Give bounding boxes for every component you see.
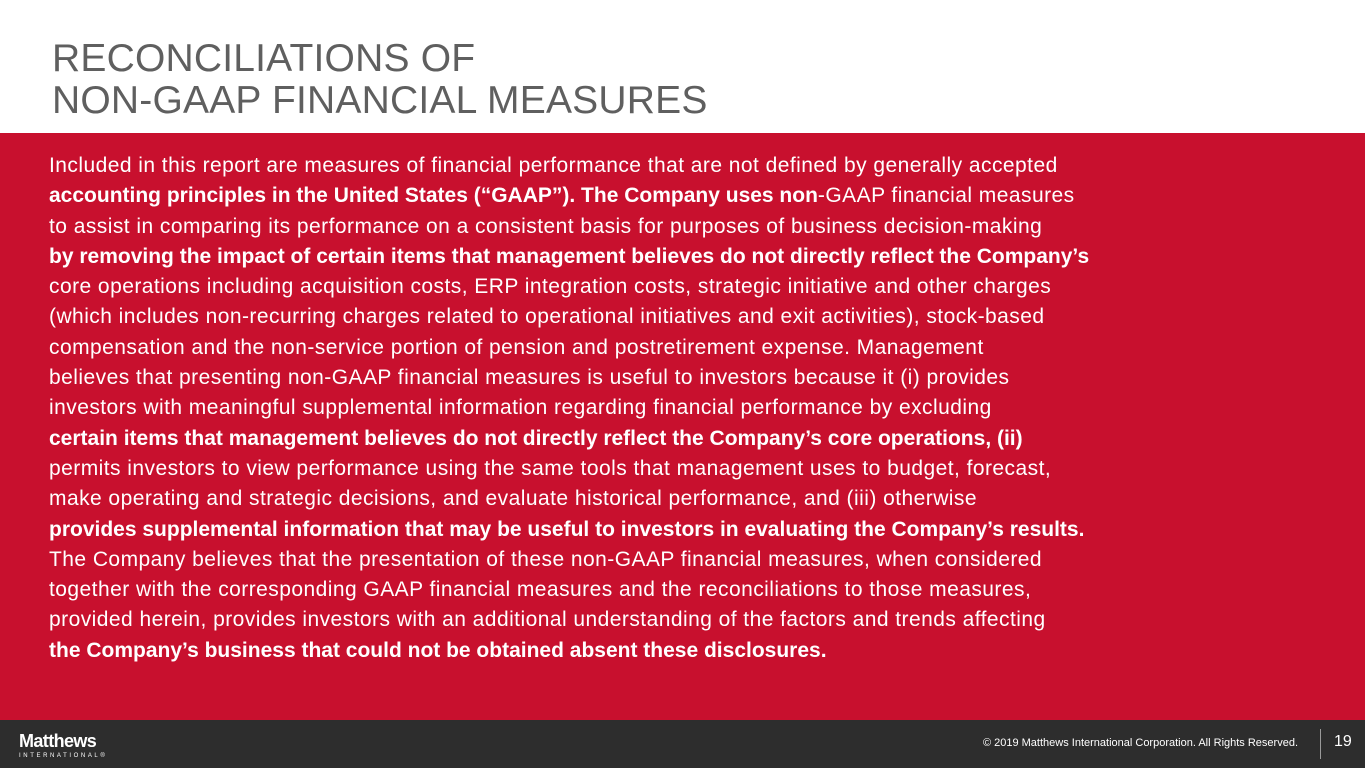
body-line-text: believes that presenting non-GAAP financial measures is useful to investors because it (i) provides <box>49 366 1010 390</box>
body-line <box>49 545 1349 575</box>
body-line-text: The Company believes that the presentation of these non-GAAP financial measures, when considered <box>49 547 1043 571</box>
body-line-text: (which includes non-recurring charges related to operational initiatives and exit activities), stock-based <box>49 305 1045 329</box>
body-line <box>49 363 1349 393</box>
body-line <box>49 575 1349 605</box>
body-line-text: certain items that management believes do not directly reflect the Company’s core operations, (ii) <box>49 426 1023 450</box>
body-line-tail: -GAAP financial measures <box>817 184 1075 208</box>
title-area <box>0 0 1365 133</box>
slide-title-line-2: NON-GAAP FINANCIAL MEASURES <box>52 79 708 122</box>
body-line <box>49 424 1349 454</box>
body-line <box>49 484 1349 514</box>
body-line-text: by removing the impact of certain items that management believes do not directly reflect the Company’s <box>49 244 1090 268</box>
body-line <box>49 393 1349 423</box>
slide-title-line-1: RECONCILIATIONS OF <box>52 37 476 80</box>
body-line <box>49 151 1349 181</box>
logo-subtitle: INTERNATIONAL® <box>19 753 108 759</box>
body-line <box>49 272 1349 302</box>
slide-title <box>52 38 708 122</box>
body-line-text: provided herein, provides investors with an additional understanding of the factors and trends affecting <box>49 608 1046 632</box>
body-line-text: to assist in comparing its performance on a consistent basis for purposes of business decision-making <box>49 214 1043 238</box>
body-line-text: Included in this report are measures of financial performance that are not defined by generally accepted <box>49 154 1058 177</box>
body-line-text: investors with meaningful supplemental information regarding financial performance by excluding <box>49 396 992 420</box>
company-logo <box>19 731 107 760</box>
copyright-notice: © 2019 Matthews International Corporation. All Rights Reserved. <box>982 737 1298 749</box>
body-line <box>49 302 1349 332</box>
body-paragraph <box>49 151 1349 666</box>
body-line <box>49 454 1349 484</box>
body-line <box>49 212 1349 242</box>
content-panel <box>0 133 1365 720</box>
body-line <box>49 636 1349 666</box>
footer-divider <box>1320 729 1321 759</box>
footer-bar <box>0 720 1365 768</box>
body-line <box>49 515 1349 545</box>
body-line-text: permits investors to view performance using the same tools that management uses to budget, forecast, <box>49 456 1052 480</box>
body-line <box>49 333 1349 363</box>
body-line-text: core operations including acquisition costs, ERP integration costs, strategic initiative and other charges <box>49 275 1052 299</box>
body-line-text: together with the corresponding GAAP financial measures and the reconciliations to those measures, <box>49 578 1032 602</box>
body-line-text: compensation and the non-service portion of pension and postretirement expense. Management <box>49 335 984 359</box>
logo-wordmark: Matthews <box>19 731 97 751</box>
body-line-text: make operating and strategic decisions, and evaluate historical performance, and (iii) otherwise <box>49 487 977 511</box>
body-line-text: the Company’s business that could not be obtained absent these disclosures. <box>49 638 827 662</box>
body-line <box>49 242 1349 272</box>
body-line <box>49 605 1349 635</box>
page-number: 19 <box>1334 733 1352 750</box>
body-line <box>49 181 1349 211</box>
body-line-text: accounting principles in the United States (“GAAP”). The Company uses non <box>49 184 818 208</box>
body-line-text: provides supplemental information that may be useful to investors in evaluating the Company’s results. <box>49 517 1085 541</box>
